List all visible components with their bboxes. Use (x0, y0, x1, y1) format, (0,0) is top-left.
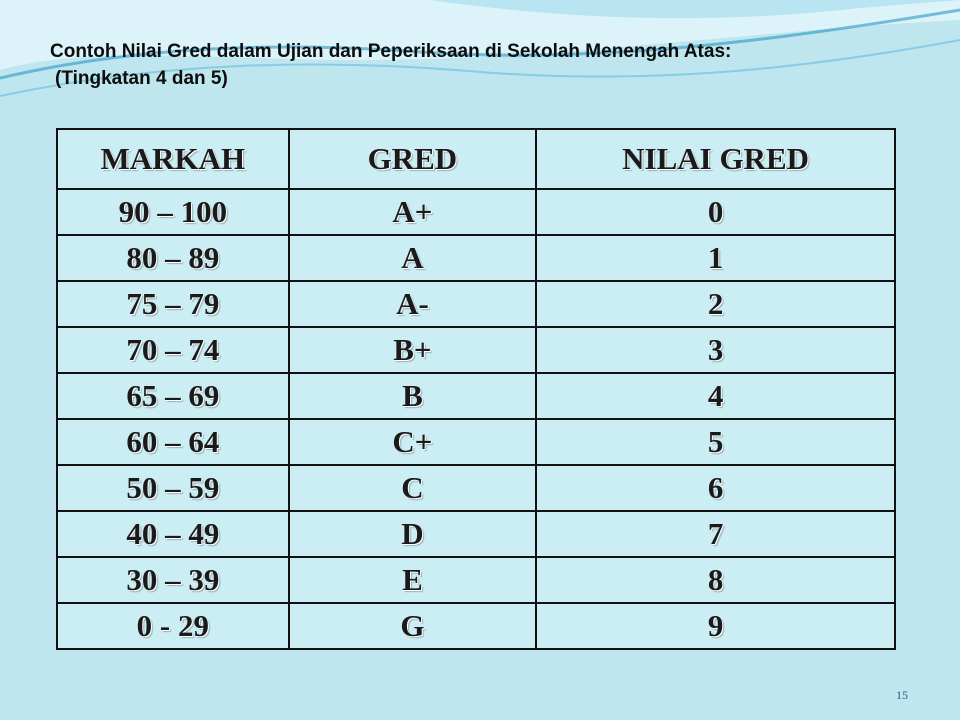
cell-markah: 75 – 79 (57, 281, 289, 327)
cell-markah: 30 – 39 (57, 557, 289, 603)
table-row (57, 189, 895, 235)
table-row (57, 603, 895, 649)
slide-title-line1: Contoh Nilai Gred dalam Ujian dan Peperiksaan di Sekolah Menengah Atas: (50, 41, 732, 62)
table-row (57, 327, 895, 373)
cell-markah: 40 – 49 (57, 511, 289, 557)
cell-nilai-gred: 7 (536, 511, 895, 557)
cell-markah: 90 – 100 (57, 189, 289, 235)
table-row (57, 373, 895, 419)
cell-markah: 60 – 64 (57, 419, 289, 465)
header-gred: GRED (289, 129, 537, 189)
cell-nilai-gred: 0 (536, 189, 895, 235)
table-row (57, 281, 895, 327)
cell-markah: 0 - 29 (57, 603, 289, 649)
cell-gred: A- (289, 281, 537, 327)
table-row (57, 235, 895, 281)
cell-gred: B+ (289, 327, 537, 373)
slide-title (50, 38, 930, 92)
cell-markah: 70 – 74 (57, 327, 289, 373)
table-row (57, 419, 895, 465)
table-row (57, 511, 895, 557)
cell-gred: A+ (289, 189, 537, 235)
cell-markah: 50 – 59 (57, 465, 289, 511)
cell-gred: C (289, 465, 537, 511)
table-row (57, 557, 895, 603)
cell-nilai-gred: 3 (536, 327, 895, 373)
cell-gred: A (289, 235, 537, 281)
page-number: 15 (896, 688, 908, 702)
cell-nilai-gred: 8 (536, 557, 895, 603)
cell-gred: B (289, 373, 537, 419)
slide-title-line2: (Tingkatan 4 dan 5) (55, 68, 228, 89)
cell-gred: G (289, 603, 537, 649)
cell-nilai-gred: 1 (536, 235, 895, 281)
table-row (57, 465, 895, 511)
grade-table (56, 128, 896, 650)
cell-nilai-gred: 5 (536, 419, 895, 465)
cell-nilai-gred: 2 (536, 281, 895, 327)
cell-nilai-gred: 6 (536, 465, 895, 511)
cell-gred: D (289, 511, 537, 557)
cell-nilai-gred: 9 (536, 603, 895, 649)
cell-markah: 65 – 69 (57, 373, 289, 419)
cell-gred: C+ (289, 419, 537, 465)
cell-nilai-gred: 4 (536, 373, 895, 419)
cell-gred: E (289, 557, 537, 603)
table-header-row (57, 129, 895, 189)
header-nilai-gred: NILAI GRED (536, 129, 895, 189)
cell-markah: 80 – 89 (57, 235, 289, 281)
header-markah: MARKAH (57, 129, 289, 189)
